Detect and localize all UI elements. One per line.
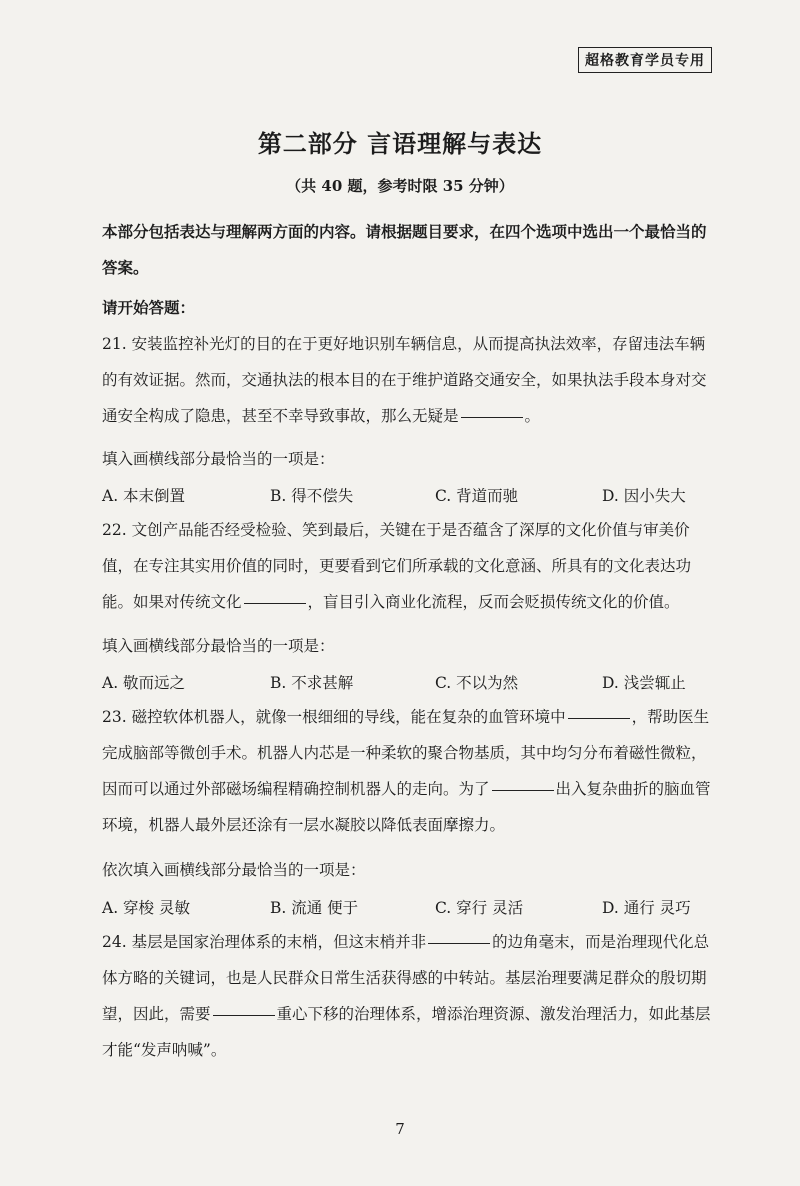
section-subtitle: （共 40 题，参考时限 35 分钟） [286,177,514,195]
question-22-prompt: 填入画横线部分最恰当的一项是： [102,637,335,655]
question-23-stem [102,699,714,843]
answer-blank [492,789,554,791]
start-label: 请开始答题： [102,298,196,317]
question-21-text-end: 。 [524,407,541,425]
question-23-prompt: 依次填入画横线部分最恰当的一项是： [102,861,366,879]
question-24-text: 24. 基层是国家治理体系的末梢，但这末梢并非 [102,933,427,951]
page-number: 7 [395,1120,405,1138]
option-c[interactable]: C. 穿行 灵活 [435,899,524,917]
section-title: 第二部分 言语理解与表达 [257,129,543,158]
question-24-stem [102,924,714,1068]
option-b[interactable]: B. 不求甚解 [270,674,354,692]
option-d[interactable]: D. 通行 灵巧 [602,899,691,917]
option-a[interactable]: A. 本末倒置 [102,487,186,505]
question-24-text-end: 重心下移的治理体系，增添治理资源、激发治理活力，如此基层才能“发声呐喊”。 [102,1005,711,1059]
question-21-options [102,484,722,508]
question-22-options [102,671,722,695]
answer-blank [244,602,306,604]
question-23-text: 23. 磁控软体机器人，就像一根细细的导线，能在复杂的血管环境中 [102,708,566,726]
option-a[interactable]: A. 穿梭 灵敏 [102,899,190,917]
option-d[interactable]: D. 浅尝辄止 [602,674,686,692]
option-c[interactable]: C. 不以为然 [435,674,519,692]
question-23-text-mid: ，帮助医生完成脑部等微创手术。机器人内芯是一种柔软的聚合物基质，其中均匀分布着磁性微粒，因而可以通过外部磁场编程精确控制机器人的走向。为了 [102,708,710,798]
question-23-text-end: 出入复杂曲折的脑血管环境，机器人最外层还涂有一层水凝胶以降低表面摩擦力。 [102,780,711,834]
question-21-text: 21. 安装监控补光灯的目的在于更好地识别车辆信息，从而提高执法效率，存留违法车辆的有效证据。然而，交通执法的根本目的在于维护道路交通安全，如果执法手段本身对交通安全构成了隐患，甚至不幸导致事故，那么无疑是 [102,335,707,425]
answer-blank [568,717,630,719]
option-b[interactable]: B. 得不偿失 [270,487,354,505]
question-22-text-end: ，盲目引入商业化流程，反而会贬损传统文化的价值。 [307,593,680,611]
question-21-stem [102,326,714,434]
answer-blank [213,1014,275,1016]
option-c[interactable]: C. 背道而驰 [435,487,519,505]
question-22-stem [102,512,714,620]
question-24-text-mid: 的边角毫末，而是治理现代化总体方略的关键词，也是人民群众日常生活获得感的中转站。基层治理要满足群众的殷切期望，因此，需要 [102,933,710,1023]
answer-blank [428,942,490,944]
answer-blank [461,416,523,418]
option-a[interactable]: A. 敬而远之 [102,674,186,692]
watermark-stamp: 超格教育学员专用 [578,47,712,73]
question-21-prompt: 填入画横线部分最恰当的一项是： [102,450,335,468]
option-b[interactable]: B. 流通 便于 [270,899,359,917]
option-d[interactable]: D. 因小失大 [602,487,686,505]
question-23-options [102,896,722,920]
section-intro: 本部分包括表达与理解两方面的内容。请根据题目要求，在四个选项中选出一个最恰当的答案。 [102,222,707,277]
question-22-text: 22. 文创产品能否经受检验、笑到最后，关键在于是否蕴含了深厚的文化价值与审美价值，在专注其实用价值的同时，更要看到它们所承载的文化意涵、所具有的文化表达功能。如果对传统文化 [102,521,692,611]
